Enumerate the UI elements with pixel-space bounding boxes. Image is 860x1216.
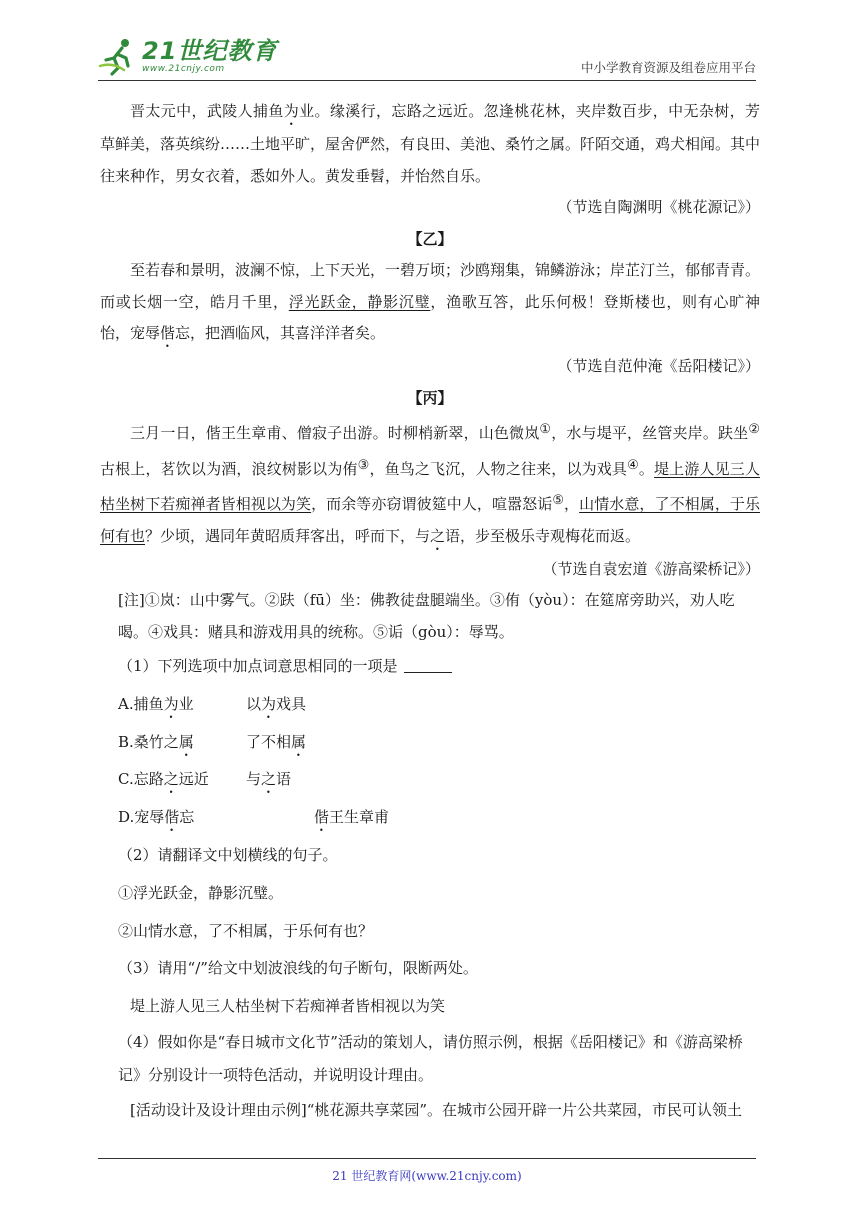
platform-name: 中小学教育资源及组卷应用平台 bbox=[580, 60, 756, 75]
logo-url: www.21cnjy.com bbox=[142, 63, 225, 74]
runner-logo-icon bbox=[98, 36, 138, 76]
option-c[interactable]: C.忘路之远近 与之语 bbox=[118, 770, 292, 789]
underlined-sentence-1: 浮光跃金，静影沉璧 bbox=[288, 292, 431, 311]
passage-jia-text: 晋太元中，武陵人捕鱼为业。缘溪行，忘路之远近。忽逢桃花林，夹岸数百步，中无杂树，芳草鲜美，落英缤纷……土地平旷，屋舍俨然，有良田、美池、桑竹之属。阡陌交通，鸡犬相闻。其中往来种作，男女衣着，悉如外人。黄发垂髫，并怡然自乐。 bbox=[100, 102, 761, 185]
annotations: [注]①岚：山中雾气。②趺（fū）坐：佛教徒盘腿端坐。③侑（yòu）：在筵席旁助兴，劝人吃喝。④戏具：赌具和游戏用具的统称。⑤诟（gòu）：辱骂。 bbox=[118, 591, 735, 641]
passage-jia-source: （节选自陶渊明《桃花源记》） bbox=[557, 198, 760, 216]
passage-bing-text: 三月一日，偕王生章甫、僧寂子出游。时柳梢新翠，山色微岚①，水与堤平，丝管夹岸。趺坐②古根上，茗饮以为酒，浪纹树影以为侑③，鱼鸟之飞沉，人物之往来，以为戏具④。堤上游人见三人枯坐树下若痴禅者皆相视以为笑，而余等亦窃谓彼筵中人，喧嚣怒诟⑤，山情水意，了不相属，于乐何有也？少顷，遇同年黄昭质拜客出，呼而下，与之语，步至极乐寺观梅花而返。 bbox=[100, 422, 760, 545]
answer-blank[interactable] bbox=[404, 658, 452, 673]
question-1: （1）下列选项中加点词意思相同的一项是 bbox=[100, 648, 760, 686]
question-2-item-2: ②山情水意，了不相属，于乐何有也？ bbox=[118, 921, 374, 940]
passage-bing-label: 【丙】 bbox=[407, 388, 453, 407]
underlined-sentence-2: 山情水意，了不相属，于乐何有也 bbox=[100, 495, 760, 545]
question-3-sentence: 堤上游人见三人枯坐树下若痴禅者皆相视以为笑 bbox=[130, 997, 446, 1016]
wavy-sentence: 堤上游人见三人枯坐树下若痴禅者皆相视以为笑 bbox=[100, 459, 760, 513]
option-a[interactable]: A.捕鱼为业 以为戏具 bbox=[118, 694, 307, 713]
passage-bing-source: （节选自袁宏道《游高梁桥记》） bbox=[542, 559, 760, 578]
footer-site-link[interactable]: 21 世纪教育网(www.21cnjy.com) bbox=[332, 1169, 522, 1183]
logo[interactable] bbox=[98, 34, 277, 78]
question-2: （2）请翻译文中划横线的句子。 bbox=[118, 845, 338, 864]
page-footer bbox=[98, 1158, 756, 1184]
passage-yi-label: 【乙】 bbox=[407, 229, 453, 248]
passage-yi-text: 至若春和景明，波澜不惊，上下天光，一碧万顷；沙鸥翔集，锦鳞游泳；岸芷汀兰，郁郁青青。而或长烟一空，皓月千里，浮光跃金，静影沉璧，渔歌互答，此乐何极！登斯楼也，则有心旷神怡，宠辱偕忘，把酒临风，其喜洋洋者矣。 bbox=[100, 261, 761, 342]
passage-yi-source: （节选自范仲淹《岳阳楼记》） bbox=[557, 357, 760, 375]
document-body bbox=[100, 96, 760, 1129]
question-4: （4）假如你是“春日城市文化节”活动的策划人，请仿照示例，根据《岳阳楼记》和《游高梁桥记》分别设计一项特色活动，并说明设计理由。 bbox=[118, 1032, 743, 1084]
question-3: （3）请用“/”给文中划波浪线的句子断句，限断两处。 bbox=[118, 959, 478, 978]
logo-title: 21世纪教育 bbox=[142, 36, 278, 65]
option-b[interactable]: B.桑竹之属 了不相属 bbox=[118, 732, 307, 751]
activity-example: [活动设计及设计理由示例]“桃花源共享菜园”。在城市公园开辟一片公共菜园，市民可认领土 bbox=[130, 1100, 743, 1119]
question-2-item-1: ①浮光跃金，静影沉璧。 bbox=[118, 883, 284, 902]
option-d[interactable]: D.宠辱偕忘 偕王生章甫 bbox=[118, 808, 390, 827]
page-header bbox=[98, 34, 756, 81]
